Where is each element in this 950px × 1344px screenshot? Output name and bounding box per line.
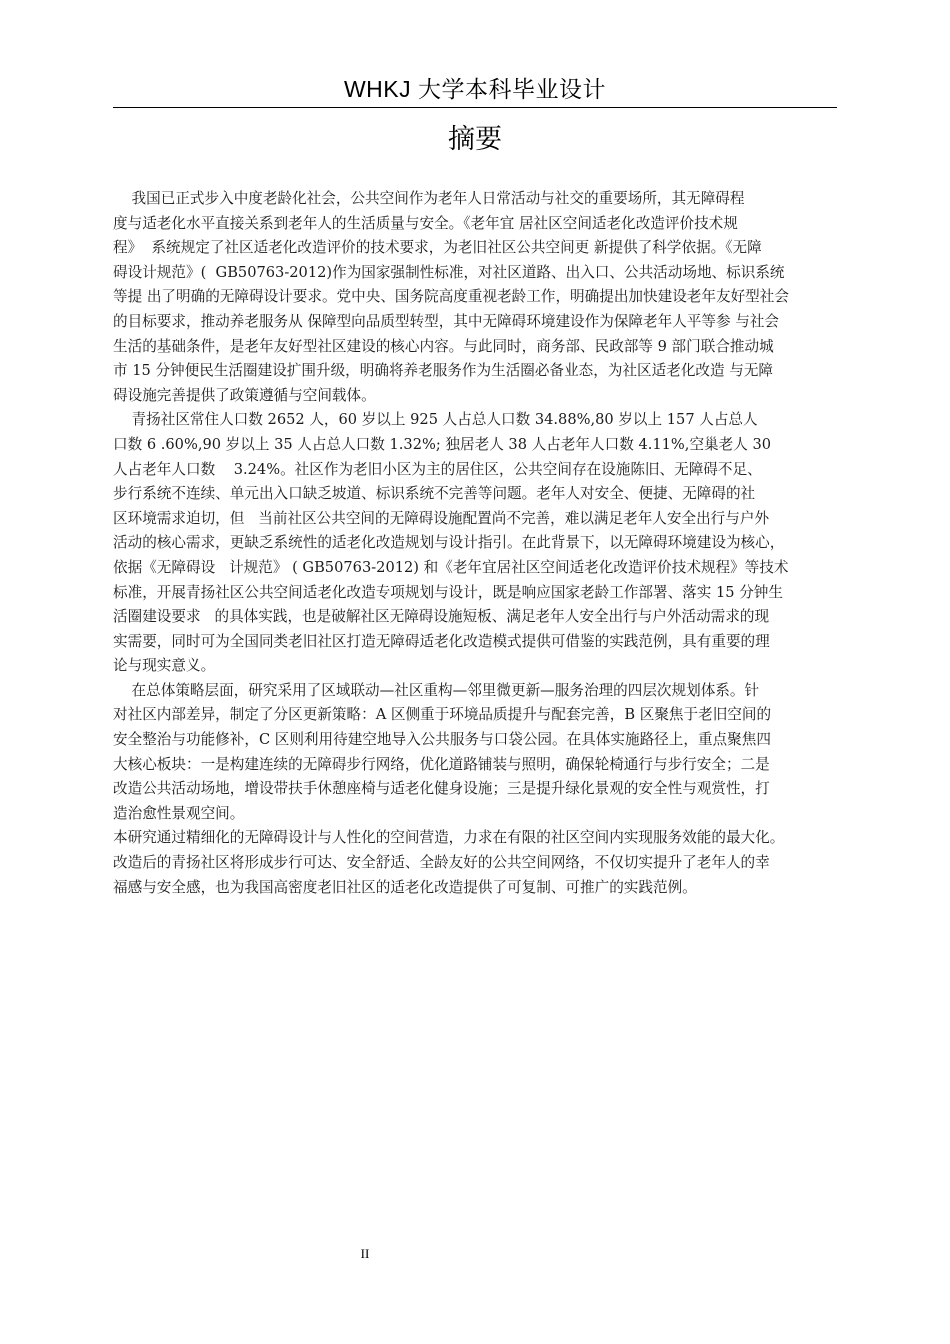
abstract-line: 碍设施完善提供了政策遵循与空间载体。: [113, 386, 376, 404]
abstract-line: 的目标要求，推动养老服务从 保障型向品质型转型，其中无障碍环境建设作为保障老年人平等参 与社会: [113, 312, 780, 330]
abstract-line: 福感与安全感，也为我国高密度老旧社区的适老化改造提供了可复制、可推广的实践范例。: [113, 878, 697, 896]
abstract-line: 程》 系统规定了社区适老化改造评价的技术要求，为老旧社区公共空间更 新提供了科学依据。《无障: [113, 239, 762, 257]
abstract-body: [113, 187, 843, 900]
abstract-line: 步行系统不连续、单元出入口缺乏坡道、标识系统不完善等问题。老年人对安全、便捷、无障碍的社: [113, 485, 756, 503]
abstract-title: 摘要: [448, 124, 502, 155]
abstract-line: 生活的基础条件，是老年友好型社区建设的核心内容。与此同时，商务部、民政部等 9 部门联合推动城: [113, 337, 774, 355]
abstract-line: 人占老年人口数 3.24%。社区作为老旧小区为主的居住区，公共空间存在设施陈旧、无障碍不足、: [113, 460, 762, 478]
abstract-line: 对社区内部差异，制定了分区更新策略：A 区侧重于环境品质提升与配套完善，B 区聚焦于老旧空间的: [113, 706, 772, 724]
abstract-line: 度与适老化水平直接关系到老年人的生活质量与安全。《老年宜 居社区空间适老化改造评价技术规: [113, 214, 738, 232]
abstract-line: 安全整治与功能修补，C 区则利用待建空地导入公共服务与口袋公园。在具体实施路径上，重点聚焦四: [113, 731, 771, 749]
page-header: [113, 73, 837, 108]
abstract-line: 我国已正式步入中度老龄化社会，公共空间作为老年人日常活动与社交的重要场所，其无障碍程: [113, 190, 745, 207]
abstract-line: 区环境需求迫切，但 当前社区公共空间的无障碍设施配置尚不完善，难以满足老年人安全出行与户外: [113, 509, 770, 527]
abstract-line: 依据《无障碍设 计规范》 ( GB50763-2012) 和《老年宜居社区空间适老化改造评价技术规程》等技术: [113, 558, 789, 576]
abstract-line: 大核心板块：一是构建连续的无障碍步行网络，优化道路铺装与照明，确保轮椅通行与步行安全；二是: [113, 755, 770, 773]
abstract-line: 活圈建设要求 的具体实践，也是破解社区无障碍设施短板、满足老年人安全出行与户外活动需求的现: [113, 608, 770, 626]
header-title: WHKJ 大学本科毕业设计: [343, 76, 607, 102]
abstract-line: 口数 6 .60%,90 岁以上 35 人占总人口数 1.32%; 独居老人 38 人占老年人口数 4.11%,空巢老人 30: [113, 435, 772, 453]
abstract-line: 在总体策略层面，研究采用了区域联动—社区重构—邻里微更新—服务治理的四层次规划体系。针: [113, 681, 760, 699]
abstract-line: 改造后的青扬社区将形成步行可达、安全舒适、全龄友好的公共空间网络，不仅切实提升了老年人的幸: [113, 854, 770, 872]
abstract-line: 实需要，同时可为全国同类老旧社区打造无障碍适老化改造模式提供可借鉴的实践范例，具有重要的理: [113, 632, 770, 650]
abstract-line: 论与现实意义。: [113, 657, 216, 675]
abstract-line: 本研究通过精细化的无障碍设计与人性化的空间营造，力求在有限的社区空间内实现服务效能的最大化。: [113, 829, 785, 847]
abstract-line: 等提 出了明确的无障碍设计要求。党中央、国务院高度重视老龄工作，明确提出加快建设老年友好型社会: [113, 288, 789, 306]
abstract-line: 市 15 分钟便民生活圈建设扩围升级，明确将养老服务作为生活圈必备业态，为社区适老化改造 与无障: [113, 362, 774, 380]
abstract-line: 碍设计规范》( GB50763-2012)作为国家强制性标准，对社区道路、出入口、公共活动场地、标识系统: [113, 263, 785, 281]
abstract-line: 改造公共活动场地，增设带扶手休憩座椅与适老化健身设施；三是提升绿化景观的安全性与观赏性，打: [113, 780, 770, 798]
abstract-line: 青扬社区常住人口数 2652 人，60 岁以上 925 人占总人口数 34.88%,80 岁以上 157 人占总人: [113, 411, 758, 429]
abstract-line: 造治愈性景观空间。: [113, 804, 245, 822]
page-number: II: [360, 1246, 370, 1261]
abstract-line: 标准，开展青扬社区公共空间适老化改造专项规划与设计，既是响应国家老龄工作部署、落实 15 分钟生: [113, 583, 783, 601]
abstract-line: 活动的核心需求，更缺乏系统性的适老化改造规划与设计指引。在此背景下，以无障碍环境建设为核心，: [113, 534, 785, 552]
